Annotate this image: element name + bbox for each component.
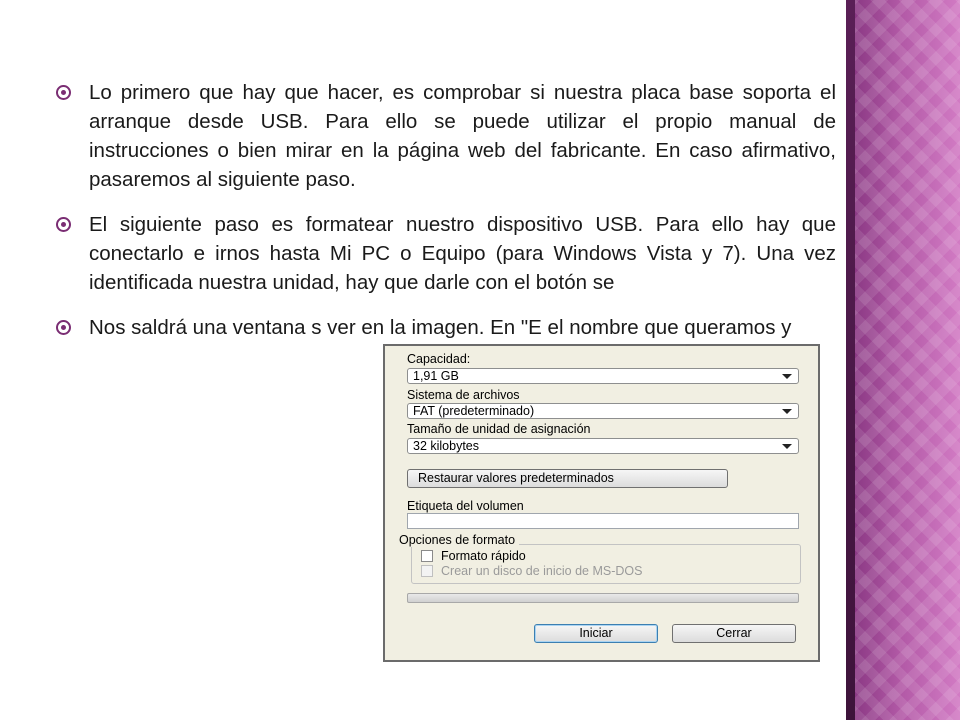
- allocation-size-value: 32 kilobytes: [413, 439, 480, 453]
- volume-label-input[interactable]: [407, 513, 799, 529]
- restore-defaults-button[interactable]: Restaurar valores predeterminados: [407, 469, 728, 488]
- allocation-size-label: Tamaño de unidad de asignación: [407, 422, 591, 436]
- bullet-item-2: [56, 210, 836, 297]
- bullet-text-3: Nos saldrá una ventana s ver en la imagen. En "E el nombre que queramos y: [89, 316, 792, 339]
- circle-bullet-icon: [56, 217, 71, 232]
- format-options-legend: Opciones de formato: [395, 533, 519, 547]
- bullet-list: [56, 78, 836, 358]
- bullet-item-3: [56, 313, 836, 342]
- close-button[interactable]: Cerrar: [672, 624, 796, 643]
- circle-bullet-icon: [56, 85, 71, 100]
- capacity-label: Capacidad:: [407, 352, 471, 366]
- bullet-text-1: Lo primero que hay que hacer, es comprobar si nuestra placa base soporta el arranque desde USB. Para ello se puede utilizar el propio manual de instrucciones o bien mirar en la página web del fabricante. En caso afirmativo, pasaremos al siguiente paso.: [89, 81, 836, 191]
- capacity-dropdown[interactable]: [407, 368, 799, 384]
- quick-format-checkbox[interactable]: [421, 550, 433, 562]
- circle-bullet-icon: [56, 320, 71, 335]
- volume-label-label: Etiqueta del volumen: [407, 499, 524, 513]
- filesystem-label: Sistema de archivos: [407, 388, 520, 402]
- filesystem-dropdown[interactable]: [407, 403, 799, 419]
- capacity-value: 1,91 GB: [413, 369, 459, 383]
- msdos-disk-label: Crear un disco de inicio de MS-DOS: [441, 564, 643, 578]
- format-progress-bar: [407, 593, 799, 603]
- format-dialog: [383, 344, 820, 662]
- chevron-down-icon: [782, 374, 792, 379]
- filesystem-value: FAT (predeterminado): [413, 404, 535, 418]
- bullet-item-1: [56, 78, 836, 194]
- msdos-disk-checkbox: [421, 565, 433, 577]
- bullet-text-2: El siguiente paso es formatear nuestro dispositivo USB. Para ello hay que conectarlo e irnos hasta Mi PC o Equipo (para Windows Vista y 7). Una vez identificada nuestra unidad, hay que darle con el botón se: [89, 213, 836, 294]
- chevron-down-icon: [782, 409, 792, 414]
- decorative-pattern-band: [855, 0, 960, 720]
- allocation-size-dropdown[interactable]: [407, 438, 799, 454]
- quick-format-label: Formato rápido: [441, 549, 526, 563]
- start-button[interactable]: Iniciar: [534, 624, 658, 643]
- chevron-down-icon: [782, 444, 792, 449]
- decorative-dark-band: [846, 0, 855, 720]
